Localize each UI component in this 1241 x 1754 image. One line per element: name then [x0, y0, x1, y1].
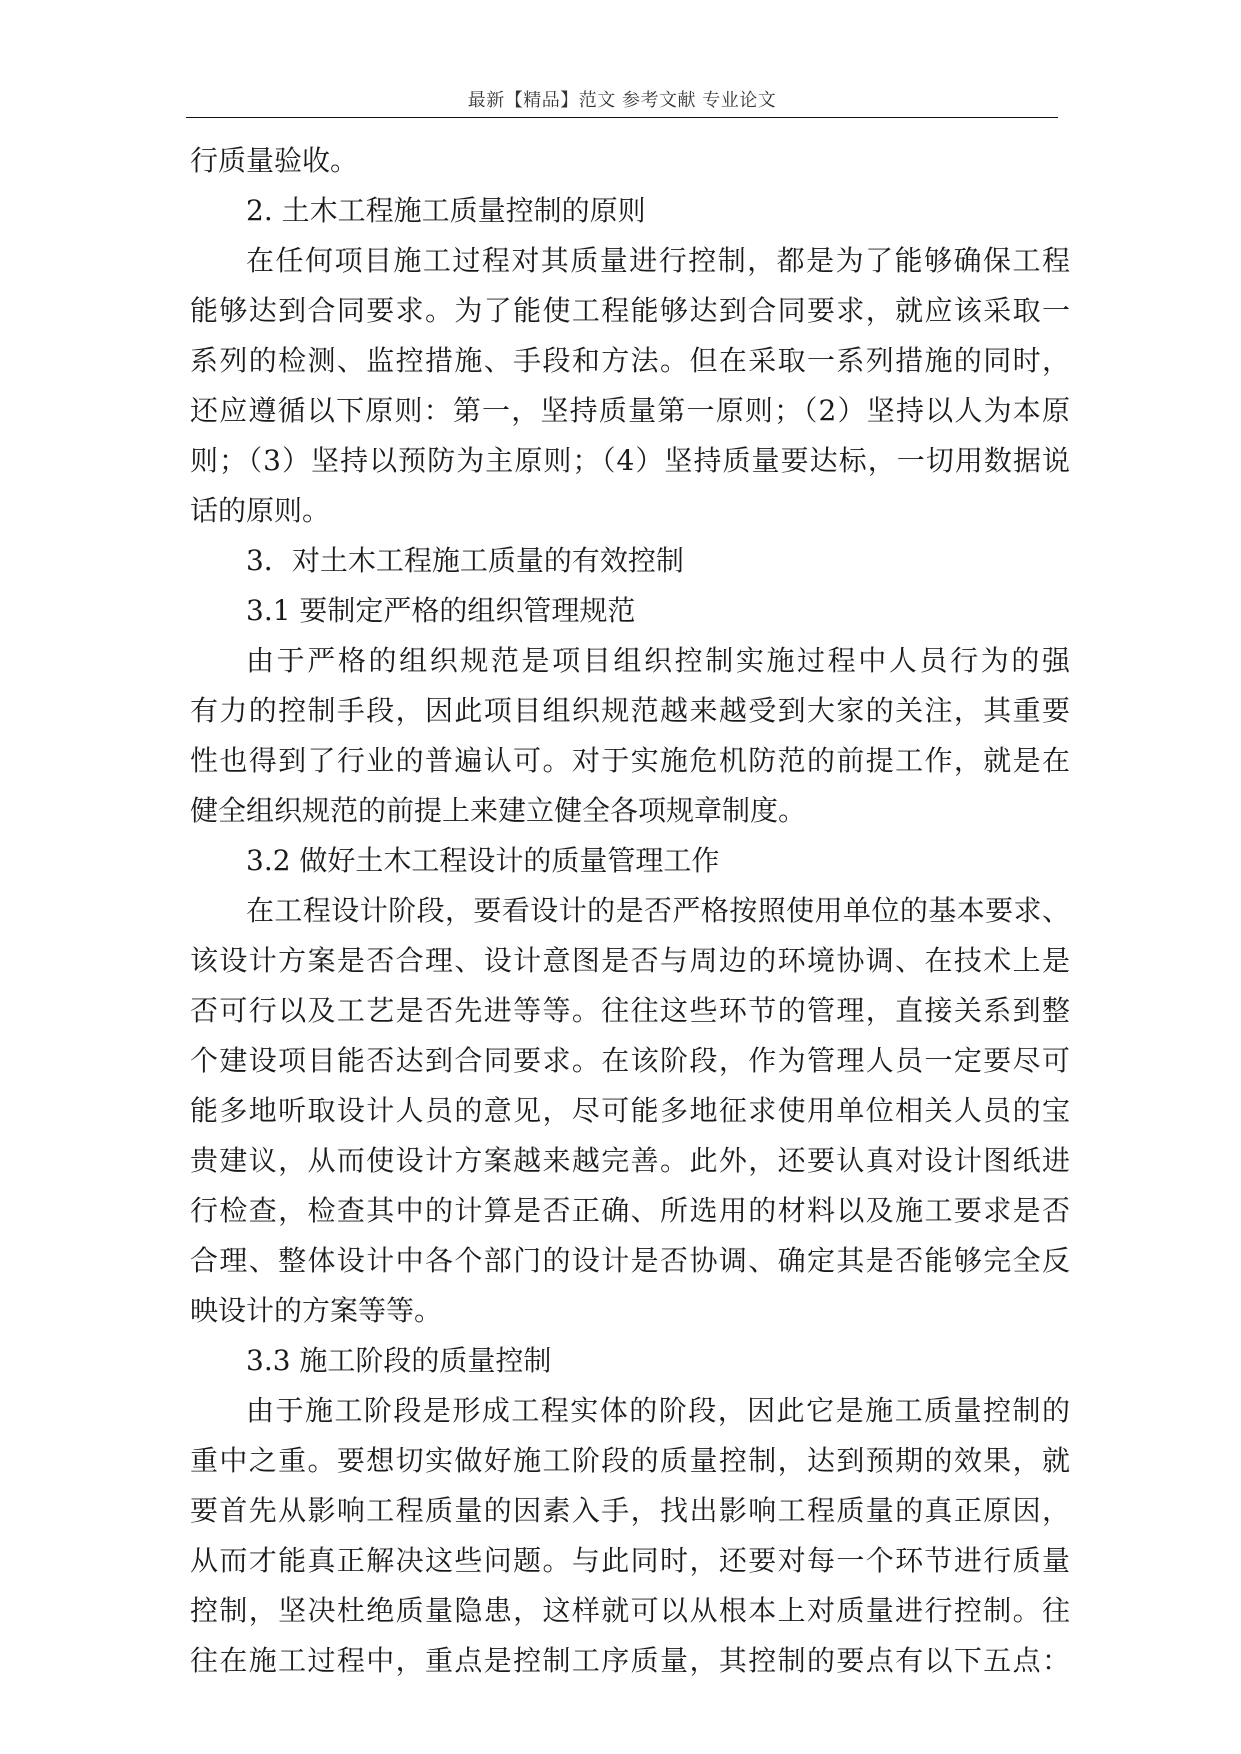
- subsection-heading: 3.1 要制定严格的组织管理规范: [246, 594, 636, 627]
- text-line: 能多地听取设计人员的意见，尽可能多地征求使用单位相关人员的宝: [190, 1094, 1070, 1127]
- text-line: 贵建议，从而使设计方案越来越完善。此外，还要认真对设计图纸进: [190, 1144, 1070, 1177]
- text-line: 则；（3）坚持以预防为主原则；（4）坚持质量要达标，一切用数据说: [190, 444, 1070, 477]
- text-line: 行质量验收。: [190, 144, 359, 177]
- text-line: 映设计的方案等等。: [190, 1294, 443, 1327]
- subsection-heading: 3.2 做好土木工程设计的质量管理工作: [246, 844, 720, 877]
- section-heading: 3．对土木工程施工质量的有效控制: [246, 544, 684, 577]
- text-line: 合理、整体设计中各个部门的设计是否协调、确定其是否能够完全反: [190, 1244, 1070, 1277]
- text-line: 在工程设计阶段，要看设计的是否严格按照使用单位的基本要求、: [246, 894, 1070, 927]
- text-line: 健全组织规范的前提上来建立健全各项规章制度。: [190, 794, 807, 827]
- text-line: 有力的控制手段，因此项目组织规范越来越受到大家的关注，其重要: [190, 694, 1070, 727]
- section-heading: 2. 土木工程施工质量控制的原则: [246, 194, 646, 227]
- text-line: 个建设项目能否达到合同要求。在该阶段，作为管理人员一定要尽可: [190, 1044, 1070, 1077]
- header-divider: [186, 117, 1058, 118]
- subsection-heading: 3.3 施工阶段的质量控制: [246, 1344, 552, 1377]
- text-line: 行检查，检查其中的计算是否正确、所选用的材料以及施工要求是否: [190, 1194, 1070, 1227]
- text-line: 要首先从影响工程质量的因素入手，找出影响工程质量的真正原因，: [190, 1494, 1070, 1527]
- text-line: 否可行以及工艺是否先进等等。往往这些环节的管理，直接关系到整: [190, 994, 1070, 1027]
- text-line: 由于严格的组织规范是项目组织控制实施过程中人员行为的强: [246, 644, 1070, 677]
- text-line: 话的原则。: [190, 494, 331, 527]
- text-line: 性也得到了行业的普遍认可。对于实施危机防范的前提工作，就是在: [190, 744, 1070, 777]
- text-line: 系列的检测、监控措施、手段和方法。但在采取一系列措施的同时，: [190, 344, 1070, 377]
- text-line: 在任何项目施工过程对其质量进行控制，都是为了能够确保工程: [246, 244, 1070, 277]
- text-line: 重中之重。要想切实做好施工阶段的质量控制，达到预期的效果，就: [190, 1444, 1070, 1477]
- text-line: 能够达到合同要求。为了能使工程能够达到合同要求，就应该采取一: [190, 294, 1070, 327]
- text-line: 从而才能真正解决这些问题。与此同时，还要对每一个环节进行质量: [190, 1544, 1070, 1577]
- document-body: [190, 136, 1070, 1686]
- text-line: 由于施工阶段是形成工程实体的阶段，因此它是施工质量控制的: [246, 1394, 1070, 1427]
- text-line: 还应遵循以下原则：第一，坚持质量第一原则；（2）坚持以人为本原: [190, 394, 1070, 427]
- text-line: 控制，坚决杜绝质量隐患，这样就可以从根本上对质量进行控制。往: [190, 1594, 1070, 1627]
- page-header: 最新【精品】范文 参考文献 专业论文: [467, 90, 777, 111]
- text-line: 往在施工过程中，重点是控制工序质量，其控制的要点有以下五点：: [190, 1644, 1070, 1677]
- text-line: 该设计方案是否合理、设计意图是否与周边的环境协调、在技术上是: [190, 944, 1070, 977]
